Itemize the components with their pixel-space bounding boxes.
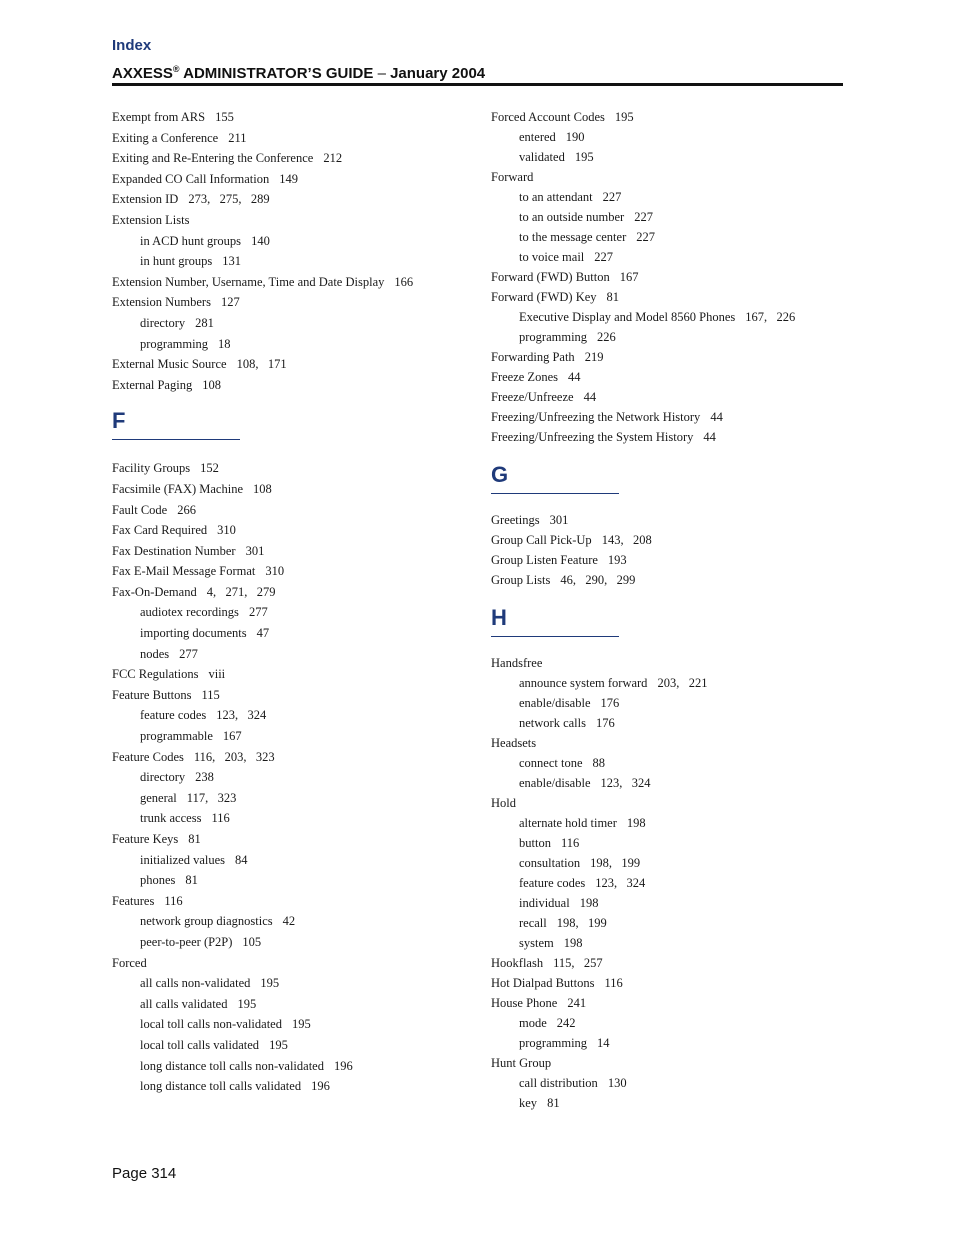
index-term: Forced Account Codes <box>491 110 605 124</box>
index-term: Freezing/Unfreezing the Network History <box>491 410 701 424</box>
index-term: Features <box>112 893 155 908</box>
index-subentry <box>112 870 472 891</box>
index-term: Extension Numbers <box>112 295 211 310</box>
page-references: 301 <box>245 543 265 558</box>
index-term: validated <box>519 150 565 164</box>
page-references: 108, 171 <box>236 357 287 372</box>
page-references: 198, 199 <box>590 856 641 870</box>
index-term: programming <box>519 330 588 344</box>
index-subentry <box>112 313 472 334</box>
index-term: Hookflash <box>491 956 544 970</box>
index-term: Freezing/Unfreezing the System History <box>491 430 694 444</box>
index-entry <box>491 407 851 427</box>
index-subentry <box>491 187 851 207</box>
letter-heading <box>491 461 851 494</box>
page-references: 152 <box>200 461 219 476</box>
index-column-left <box>112 107 472 1097</box>
index-term: Forward (FWD) Key <box>491 290 597 304</box>
index-term: Fault Code <box>112 502 168 517</box>
index-subentry <box>112 334 472 355</box>
document-title <box>112 59 843 84</box>
index-term: Extension Number, Username, Time and Date Display <box>112 274 385 289</box>
index-entry <box>491 953 851 973</box>
page-references: 88 <box>592 756 606 770</box>
index-entry <box>112 354 472 375</box>
index-term: Expanded CO Call Information <box>112 171 270 186</box>
page-references: 198 <box>563 936 583 950</box>
page-references: 195 <box>291 1017 311 1032</box>
index-entry <box>491 167 851 187</box>
index-term: enable/disable <box>519 776 591 790</box>
page-references: 227 <box>634 210 653 224</box>
index-column-right <box>491 107 851 1113</box>
page-header <box>112 37 843 84</box>
index-entry <box>112 189 472 210</box>
index-term: network calls <box>519 716 586 730</box>
index-subentry <box>491 773 851 793</box>
page-references: viii <box>208 667 226 682</box>
letter-heading-rule <box>491 493 619 494</box>
page-references: 84 <box>235 852 248 867</box>
page-references: 81 <box>188 832 201 846</box>
index-subentry <box>491 913 851 933</box>
index-term: Executive Display and Model 8560 Phones <box>519 310 736 324</box>
index-entry <box>112 107 472 128</box>
index-entry <box>112 500 472 521</box>
index-term: individual <box>519 896 570 910</box>
page-references: 167, 226 <box>745 310 796 324</box>
index-term: Facility Groups <box>112 461 191 476</box>
index-subentry <box>491 147 851 167</box>
index-subentry <box>491 227 851 247</box>
index-subentry <box>112 932 472 953</box>
index-term: Feature Codes <box>112 749 184 764</box>
page-references: 44 <box>710 410 723 424</box>
page-references: 227 <box>636 230 655 244</box>
index-term: Fax E-Mail Message Format <box>112 564 256 579</box>
index-entry <box>491 347 851 367</box>
page-references: 115, 257 <box>553 956 603 970</box>
index-term: key <box>519 1096 538 1110</box>
index-subentry <box>491 1013 851 1033</box>
page-references: 196 <box>311 1079 330 1094</box>
index-term: Exiting a Conference <box>112 130 219 145</box>
index-entry <box>112 582 472 603</box>
index-term: long distance toll calls non-validated <box>140 1058 324 1073</box>
index-entry <box>112 561 472 582</box>
page-references: 18 <box>218 336 231 351</box>
page-references: 81 <box>185 873 198 888</box>
index-term: Extension Lists <box>112 212 190 227</box>
index-subentry <box>112 644 472 665</box>
index-term: network group diagnostics <box>140 914 273 929</box>
page-references: 105 <box>242 934 262 949</box>
page-references: 131 <box>222 254 241 269</box>
page-references: 227 <box>594 250 614 264</box>
index-subentry <box>112 1035 472 1056</box>
index-subentry <box>491 1073 851 1093</box>
index-subentry <box>491 207 851 227</box>
index-term: entered <box>519 130 556 144</box>
page-references: 127 <box>220 295 240 310</box>
page-references: 273, 275, 289 <box>188 192 270 207</box>
index-entry <box>491 387 851 407</box>
index-term: in hunt groups <box>140 254 213 269</box>
page-references: 81 <box>547 1096 560 1110</box>
page-references: 198, 199 <box>556 916 607 930</box>
page-references: 195 <box>237 996 257 1011</box>
page-references: 238 <box>195 770 214 785</box>
index-term: announce system forward <box>519 676 648 690</box>
page-references: 108 <box>253 481 272 496</box>
page-references: 116, 203, 323 <box>193 749 275 764</box>
index-term: call distribution <box>519 1076 598 1090</box>
page-references: 301 <box>549 513 569 527</box>
index-term: External Music Source <box>112 357 227 372</box>
index-subentry <box>112 788 472 809</box>
index-subentry <box>491 853 851 873</box>
index-term: Headsets <box>491 736 537 750</box>
header-rule <box>112 83 843 86</box>
index-entry <box>491 427 851 447</box>
index-subentry <box>491 1093 851 1113</box>
index-entry <box>491 267 851 287</box>
page-references: 167 <box>619 270 639 284</box>
index-term: Fax Card Required <box>112 523 208 538</box>
index-entry <box>491 107 851 127</box>
letter-heading-rule <box>112 439 240 440</box>
index-subentry <box>491 713 851 733</box>
index-term: programmable <box>140 729 213 744</box>
index-term: directory <box>140 770 186 785</box>
index-term: alternate hold timer <box>519 816 617 830</box>
index-term: Hunt Group <box>491 1056 552 1070</box>
index-term: audiotex recordings <box>140 605 239 620</box>
index-subentry <box>112 726 472 747</box>
index-entry <box>491 287 851 307</box>
index-subentry <box>112 251 472 272</box>
title-brand: AXXESS <box>112 65 173 82</box>
index-term: Feature Keys <box>112 832 179 846</box>
index-term: directory <box>140 315 186 330</box>
index-term: button <box>519 836 551 850</box>
index-term: in ACD hunt groups <box>140 233 242 248</box>
page-references: 108 <box>202 377 221 392</box>
index-term: recall <box>519 916 547 930</box>
index-term: importing documents <box>140 626 247 641</box>
letter-heading-text: F <box>112 408 126 434</box>
index-entry <box>112 148 472 169</box>
page-references: 115 <box>201 687 220 702</box>
index-term: Forward (FWD) Button <box>491 270 610 284</box>
page-references: 176 <box>596 716 615 730</box>
index-entry <box>112 685 472 706</box>
index-term: Facsimile (FAX) Machine <box>112 481 243 496</box>
index-term: Feature Buttons <box>112 687 192 702</box>
index-term: to the message center <box>519 230 627 244</box>
index-term: to voice mail <box>519 250 585 264</box>
index-term: Forward <box>491 170 534 184</box>
index-term: connect tone <box>519 756 583 770</box>
index-term: Exempt from ARS <box>112 110 206 124</box>
page-references: 281 <box>195 315 214 330</box>
title-dash: – <box>377 65 386 82</box>
page-references: 14 <box>597 1036 610 1050</box>
page-references: 277 <box>248 605 268 620</box>
page-references: 116 <box>560 836 580 850</box>
index-term: programming <box>519 1036 588 1050</box>
index-term: FCC Regulations <box>112 667 199 682</box>
page-references: 42 <box>282 914 296 929</box>
index-entry <box>491 653 851 673</box>
section-title: Index <box>112 37 152 54</box>
page-references: 4, 271, 279 <box>206 584 276 599</box>
index-term: Group Listen Feature <box>491 553 598 567</box>
index-entry <box>112 458 472 479</box>
index-entry <box>112 891 472 912</box>
page-references: 266 <box>177 502 196 517</box>
index-subentry <box>112 973 472 994</box>
letter-heading-text: G <box>491 462 509 487</box>
page-references: 195 <box>614 110 634 124</box>
index-entry <box>491 993 851 1013</box>
page-references: 116 <box>211 811 230 826</box>
index-term: feature codes <box>140 708 207 723</box>
index-entry <box>491 570 851 590</box>
index-subentry <box>112 808 472 829</box>
registered-mark: ® <box>172 64 180 74</box>
index-term: House Phone <box>491 996 558 1010</box>
index-term: system <box>519 936 554 950</box>
index-entry <box>112 272 472 293</box>
index-subentry <box>491 813 851 833</box>
page-references: 81 <box>606 290 620 304</box>
page-references: 44 <box>583 390 597 404</box>
index-term: Group Lists <box>491 573 551 587</box>
page-references: 44 <box>567 370 581 384</box>
page-references: 143, 208 <box>601 533 652 547</box>
index-subentry <box>112 850 472 871</box>
index-entry <box>112 169 472 190</box>
index-term: all calls validated <box>140 996 228 1011</box>
page-references: 140 <box>251 233 270 248</box>
page-references: 219 <box>584 350 604 364</box>
index-entry <box>491 793 851 813</box>
letter-heading <box>112 407 472 440</box>
index-entry <box>112 292 472 313</box>
page-references: 44 <box>703 430 716 444</box>
index-term: programming <box>140 336 209 351</box>
index-subentry <box>112 1014 472 1035</box>
index-term: Hot Dialpad Buttons <box>491 976 595 990</box>
index-term: Fax Destination Number <box>112 543 236 558</box>
index-term: long distance toll calls validated <box>140 1079 302 1094</box>
index-term: Freeze Zones <box>491 370 558 384</box>
index-subentry <box>491 933 851 953</box>
page-references: 166 <box>394 274 414 289</box>
index-entry <box>112 520 472 541</box>
index-entry <box>491 1053 851 1073</box>
page-references: 198 <box>626 816 646 830</box>
index-subentry <box>491 893 851 913</box>
index-entry <box>112 479 472 500</box>
index-term: Greetings <box>491 513 540 527</box>
index-term: Forwarding Path <box>491 350 575 364</box>
index-term: Freeze/Unfreeze <box>491 390 574 404</box>
letter-heading-text: H <box>491 605 507 630</box>
page-references: 242 <box>556 1016 576 1030</box>
index-subentry <box>491 1033 851 1053</box>
page-references: 149 <box>279 171 299 186</box>
page-references: 193 <box>607 553 627 567</box>
index-subentry <box>112 231 472 252</box>
letter-heading-rule <box>491 636 619 637</box>
page-references: 167 <box>222 729 242 744</box>
index-entry <box>112 747 472 768</box>
index-term: Extension ID <box>112 192 179 207</box>
index-entry <box>491 973 851 993</box>
index-subentry <box>491 327 851 347</box>
index-entry <box>112 953 472 974</box>
index-term: peer-to-peer (P2P) <box>140 934 233 949</box>
title-date: January 2004 <box>385 65 486 82</box>
index-entry <box>491 510 851 530</box>
index-term: all calls non-validated <box>140 976 251 991</box>
index-entry <box>112 128 472 149</box>
index-term: local toll calls validated <box>140 1037 260 1052</box>
index-entry <box>112 664 472 685</box>
page-references: 130 <box>607 1076 627 1090</box>
index-term: consultation <box>519 856 581 870</box>
index-term: Fax-On-Demand <box>112 584 197 599</box>
page-references: 203, 221 <box>657 676 708 690</box>
index-entry <box>112 541 472 562</box>
index-term: Handsfree <box>491 656 543 670</box>
index-term: Forced <box>112 955 147 970</box>
index-entry <box>112 210 472 231</box>
index-term: phones <box>140 873 176 888</box>
page-references: 195 <box>260 976 280 991</box>
page-references: 196 <box>333 1058 353 1073</box>
index-subentry <box>112 994 472 1015</box>
index-subentry <box>491 127 851 147</box>
index-entry <box>491 530 851 550</box>
index-entry <box>491 550 851 570</box>
page-references: 195 <box>269 1037 288 1052</box>
index-subentry <box>491 693 851 713</box>
page-references: 226 <box>597 330 616 344</box>
page-references: 176 <box>600 696 620 710</box>
page-references: 47 <box>256 626 270 641</box>
index-subentry <box>491 247 851 267</box>
index-term: to an attendant <box>519 190 593 204</box>
index-subentry <box>112 911 472 932</box>
index-subentry <box>112 1056 472 1077</box>
page-number: Page 314 <box>112 1165 177 1182</box>
page-references: 277 <box>179 646 198 661</box>
index-subentry <box>491 673 851 693</box>
index-entry <box>112 829 472 850</box>
page-references: 227 <box>602 190 622 204</box>
letter-heading <box>491 604 851 637</box>
page-references: 195 <box>574 150 594 164</box>
page-references: 123, 324 <box>600 776 651 790</box>
page-references: 123, 324 <box>595 876 646 890</box>
page-references: 212 <box>323 151 343 166</box>
index-subentry <box>491 833 851 853</box>
index-term: mode <box>519 1016 547 1030</box>
page-references: 241 <box>567 996 587 1010</box>
page-references: 211 <box>228 130 247 145</box>
index-term: External Paging <box>112 377 193 392</box>
index-subentry <box>491 873 851 893</box>
index-subentry <box>112 623 472 644</box>
index-term: local toll calls non-validated <box>140 1017 282 1032</box>
index-entry <box>491 367 851 387</box>
index-subentry <box>112 602 472 623</box>
index-subentry <box>112 1076 472 1097</box>
index-term: initialized values <box>140 852 226 867</box>
page-references: 116 <box>164 893 183 908</box>
index-term: to an outside number <box>519 210 625 224</box>
page-references: 117, 323 <box>186 790 237 805</box>
page-references: 198 <box>579 896 599 910</box>
index-entry <box>491 733 851 753</box>
index-subentry <box>491 753 851 773</box>
page-references: 46, 290, 299 <box>560 573 636 587</box>
page-references: 310 <box>217 523 236 538</box>
index-entry <box>112 375 472 396</box>
index-term: Exiting and Re-Entering the Conference <box>112 151 314 166</box>
index-subentry <box>112 705 472 726</box>
index-term: nodes <box>140 646 170 661</box>
page-references: 123, 324 <box>216 708 267 723</box>
index-term: trunk access <box>140 811 202 826</box>
index-subentry <box>491 307 851 327</box>
page-references: 155 <box>215 110 234 124</box>
page-references: 310 <box>265 564 285 579</box>
index-term: general <box>140 790 177 805</box>
index-term: Group Call Pick-Up <box>491 533 592 547</box>
page-references: 116 <box>604 976 623 990</box>
index-term: feature codes <box>519 876 586 890</box>
index-term: Hold <box>491 796 516 810</box>
index-subentry <box>112 767 472 788</box>
index-term: enable/disable <box>519 696 591 710</box>
title-main: ADMINISTRATOR’S GUIDE <box>179 65 378 82</box>
page-references: 190 <box>565 130 585 144</box>
